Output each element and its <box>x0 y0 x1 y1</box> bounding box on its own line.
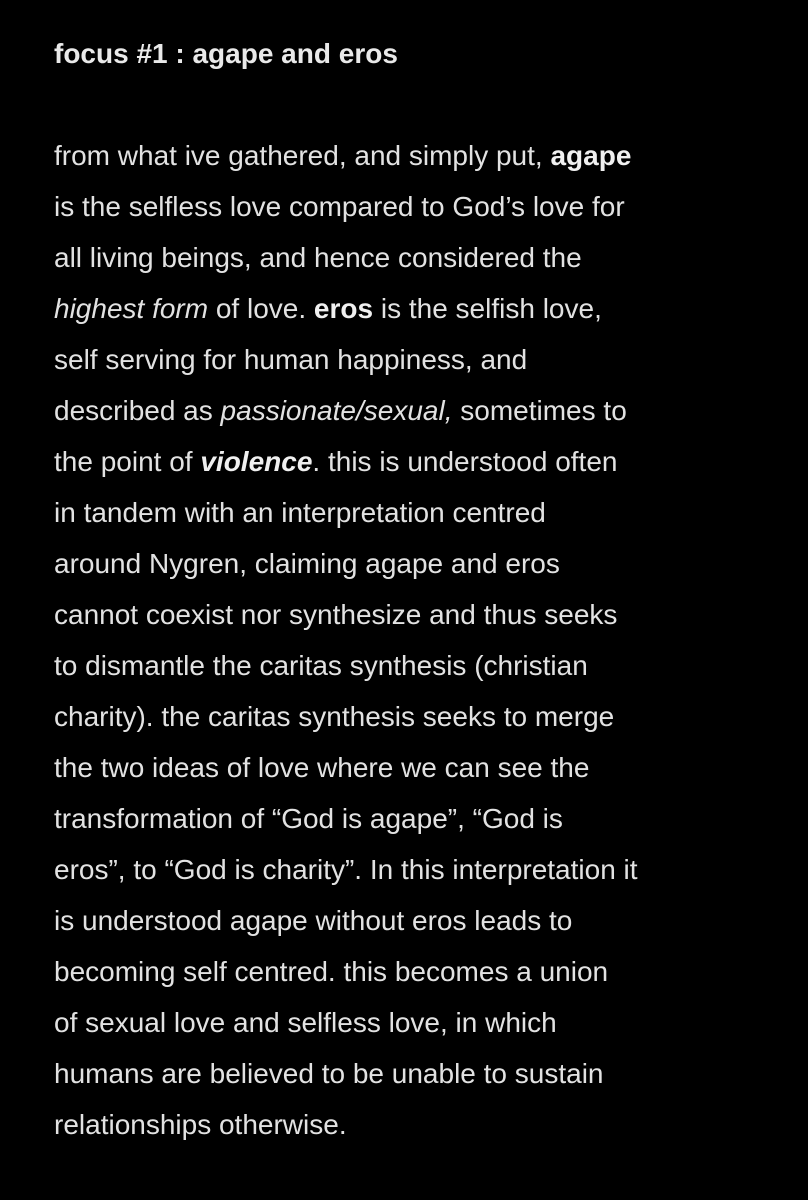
body-line <box>54 283 766 334</box>
body-line: the two ideas of love where we can see the <box>54 752 590 783</box>
body-line <box>54 436 766 487</box>
bold-term-eros: eros <box>313 293 374 324</box>
text-span: from what ive gathered, and simply put, <box>54 140 551 171</box>
body-line: cannot coexist nor synthesize and thus seeks <box>54 599 618 630</box>
body-line <box>54 130 766 181</box>
body-line <box>54 385 766 436</box>
body-line: transformation of “God is agape”, “God is <box>54 803 563 834</box>
text-span: . this is understood often <box>312 446 618 477</box>
body-line: of sexual love and selfless love, in which <box>54 1007 557 1038</box>
bold-italic-violence: violence <box>200 446 313 477</box>
body-line: in tandem with an interpretation centred <box>54 497 546 528</box>
body-line: self serving for human happiness, and <box>54 344 528 375</box>
body-line: humans are believed to be unable to sustain <box>54 1058 604 1089</box>
text-span: is the selfish love, <box>373 293 602 324</box>
body-line: all living beings, and hence considered the <box>54 242 582 273</box>
body-line: is the selfless love compared to God’s love for <box>54 191 625 222</box>
bold-term-agape: agape <box>550 140 632 171</box>
text-span: described as <box>54 395 221 426</box>
note-content <box>54 30 766 1150</box>
text-span: the point of <box>54 446 201 477</box>
italic-passionate: passionate/sexual, <box>220 395 453 426</box>
body-line: is understood agape without eros leads to <box>54 905 573 936</box>
body-line: becoming self centred. this becomes a union <box>54 956 609 987</box>
italic-highest-form: highest form <box>54 293 209 324</box>
body-line: to dismantle the caritas synthesis (christian <box>54 650 588 681</box>
note-body <box>54 130 766 1150</box>
text-span: of love. <box>208 293 314 324</box>
body-line: around Nygren, claiming agape and eros <box>54 548 560 579</box>
body-line: charity). the caritas synthesis seeks to merge <box>54 701 615 732</box>
note-title: focus #1 : agape and eros <box>54 38 398 69</box>
text-span: sometimes to <box>452 395 627 426</box>
body-line: relationships otherwise. <box>54 1109 347 1140</box>
body-line: eros”, to “God is charity”. In this interpretation it <box>54 854 638 885</box>
